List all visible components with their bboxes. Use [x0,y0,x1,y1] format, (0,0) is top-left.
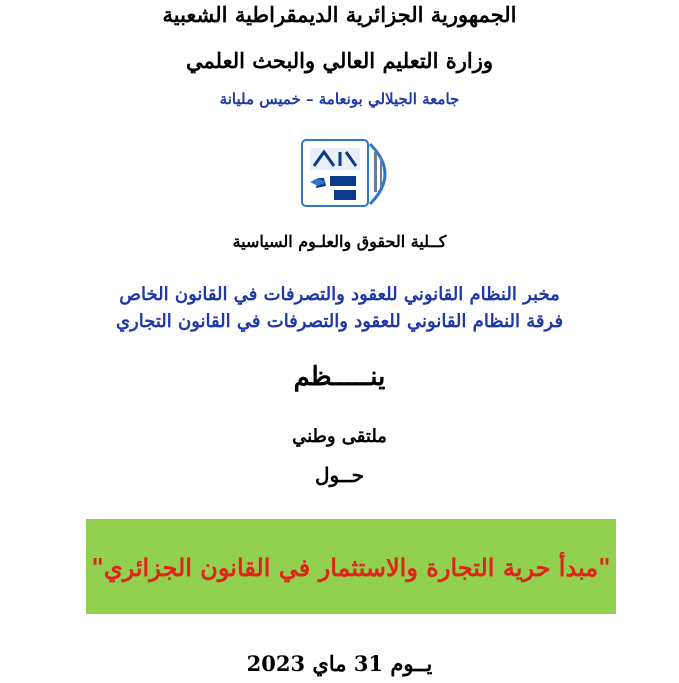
university-logo [300,138,404,210]
university-name: جامعة الجيلالي بونعامة – خميس مليانة [219,90,460,108]
organizes-heading: ينـــــظم [293,362,386,392]
faculty-name: كــلية الحقوق والعلـوم السياسية [232,232,447,251]
lab-name: مخبر النظام القانوني للعقود والتصرفات في القانون الخاص [119,284,560,305]
research-team-name: فرقة النظام القانوني للعقود والتصرفات في القانون التجاري [115,311,564,332]
event-date: يــوم 31 ماي 2023 [246,651,433,676]
conference-title-banner [86,519,616,614]
republic-name: الجمهورية الجزائرية الديمقراطية الشعبية [162,2,517,27]
conference-title: "مبدأ حرية التجارة والاستثمار في القانون الجزائري" [91,553,611,582]
ministry-name: وزارة التعليم العالي والبحث العلمي [186,48,493,73]
university-logo-icon [300,138,404,210]
about-heading: حــول [315,463,364,487]
event-type: ملتقى وطني [292,426,387,447]
